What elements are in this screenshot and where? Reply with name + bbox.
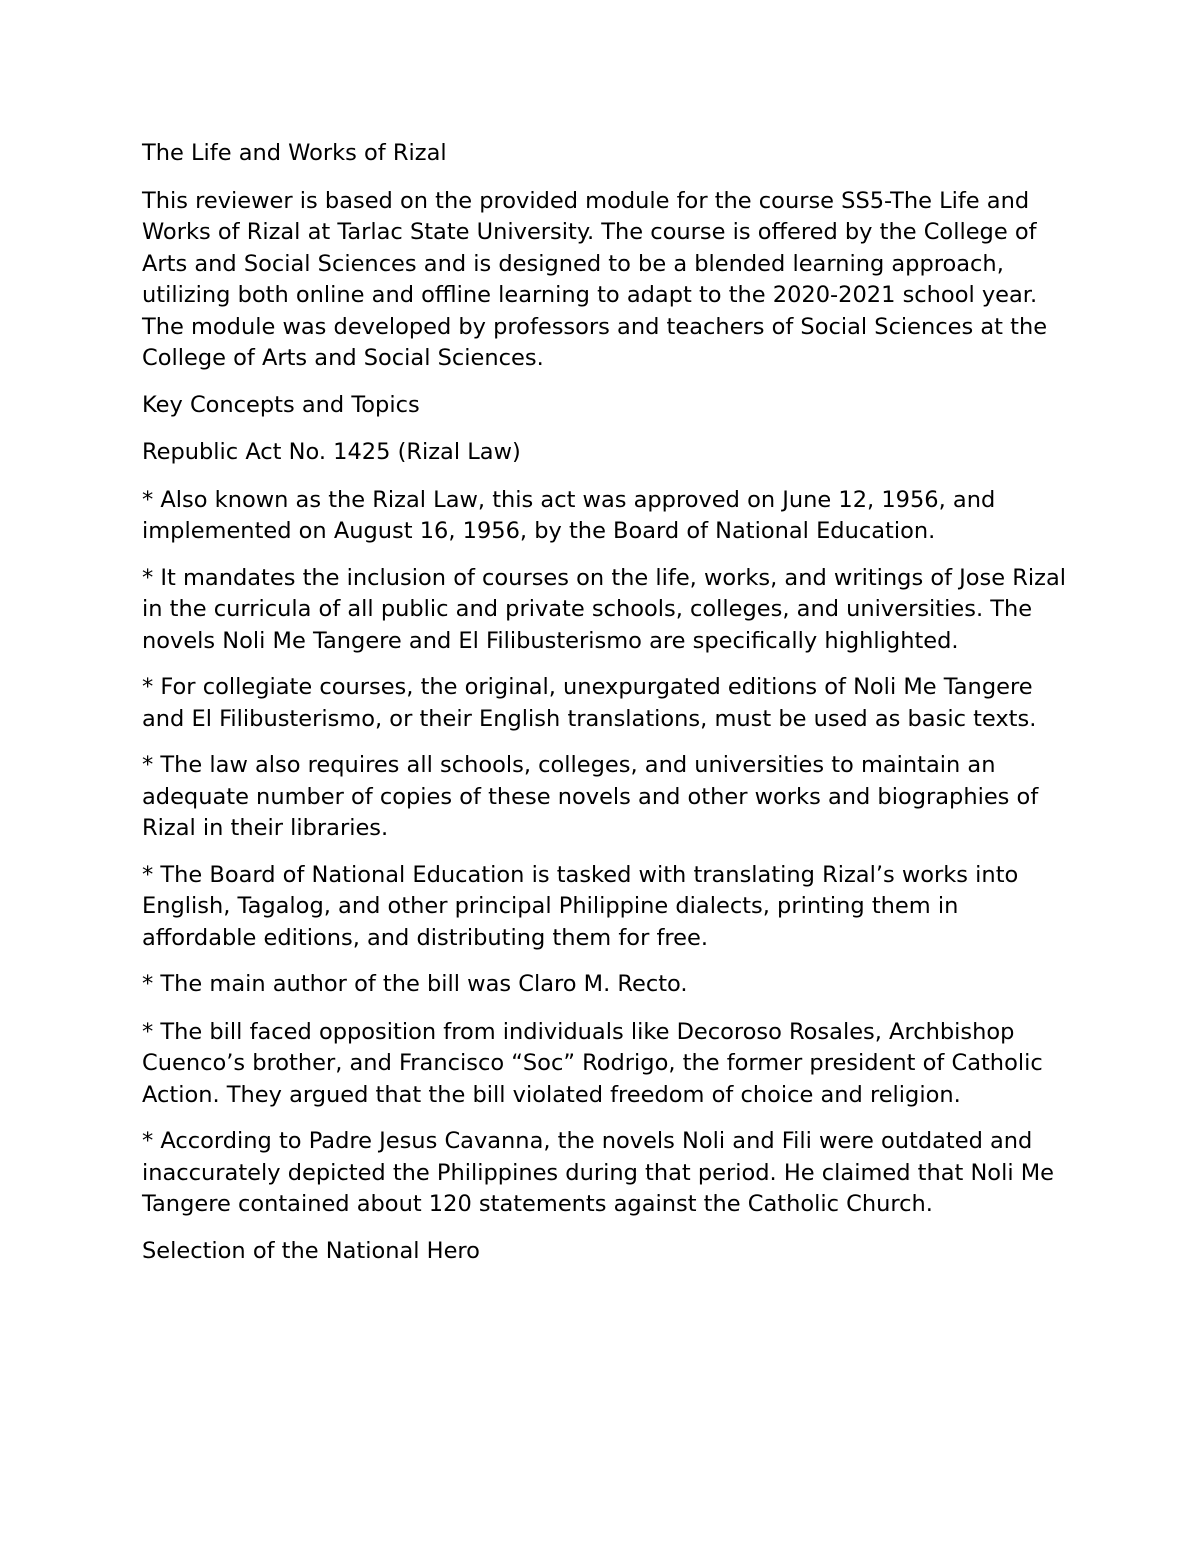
national-hero-heading: Selection of the National Hero bbox=[142, 1237, 480, 1264]
bullet-paragraph: * It mandates the inclusion of courses on the life, works, and writings of Jose Rizal in the curricula of all public and private schools, colleges, and universities. The novels Noli Me Tangere and El Filibusterismo are specifically highlighted. bbox=[142, 564, 1067, 654]
bullet-paragraph: * According to Padre Jesus Cavanna, the novels Noli and Fili were outdated and inaccurately depicted the Philippines during that period. He claimed that Noli Me Tangere contained about 120 statements against the Catholic Church. bbox=[142, 1128, 1054, 1217]
bullet-paragraph: * The law also requires all schools, colleges, and universities to maintain an adequate number of copies of these novels and other works and biographies of Rizal in their libraries. bbox=[142, 752, 1039, 841]
key-concepts-heading: Key Concepts and Topics bbox=[142, 391, 420, 418]
document-title: The Life and Works of Rizal bbox=[142, 140, 447, 166]
bullet-paragraph: * The main author of the bill was Claro M. Recto. bbox=[142, 971, 688, 997]
bullet-paragraph: * The bill faced opposition from individuals like Decoroso Rosales, Archbishop Cuenco’s brother, and Francisco “Soc” Rodrigo, the former president of Catholic Action. They argued that the bill violated freedom of choice and religion. bbox=[142, 1018, 1043, 1108]
bullet-paragraph: * The Board of National Education is tasked with translating Rizal’s works into English, Tagalog, and other principal Philippine dialects, printing them in affordable editions, and distributing them for free. bbox=[142, 861, 1019, 951]
rizal-law-heading: Republic Act No. 1425 (Rizal Law) bbox=[142, 439, 521, 465]
document-body bbox=[142, 138, 1072, 1283]
bullet-paragraph: * For collegiate courses, the original, unexpurgated editions of Noli Me Tangere and El Filibusterismo, or their English translations, must be used as basic texts. bbox=[142, 674, 1037, 732]
bullet-paragraph: * Also known as the Rizal Law, this act was approved on June 12, 1956, and implemented on August 16, 1956, by the Board of National Education. bbox=[142, 486, 996, 544]
intro-paragraph: This reviewer is based on the provided module for the course SS5-The Life and Works of Rizal at Tarlac State University. The course is offered by the College of Arts and Social Sciences and is designed to be a blended learning approach, utilizing both online and offline learning to adapt to the 2020-2021 school year. The module was developed by professors and teachers of Social Sciences at the College of Arts and Social Sciences. bbox=[142, 187, 1048, 371]
